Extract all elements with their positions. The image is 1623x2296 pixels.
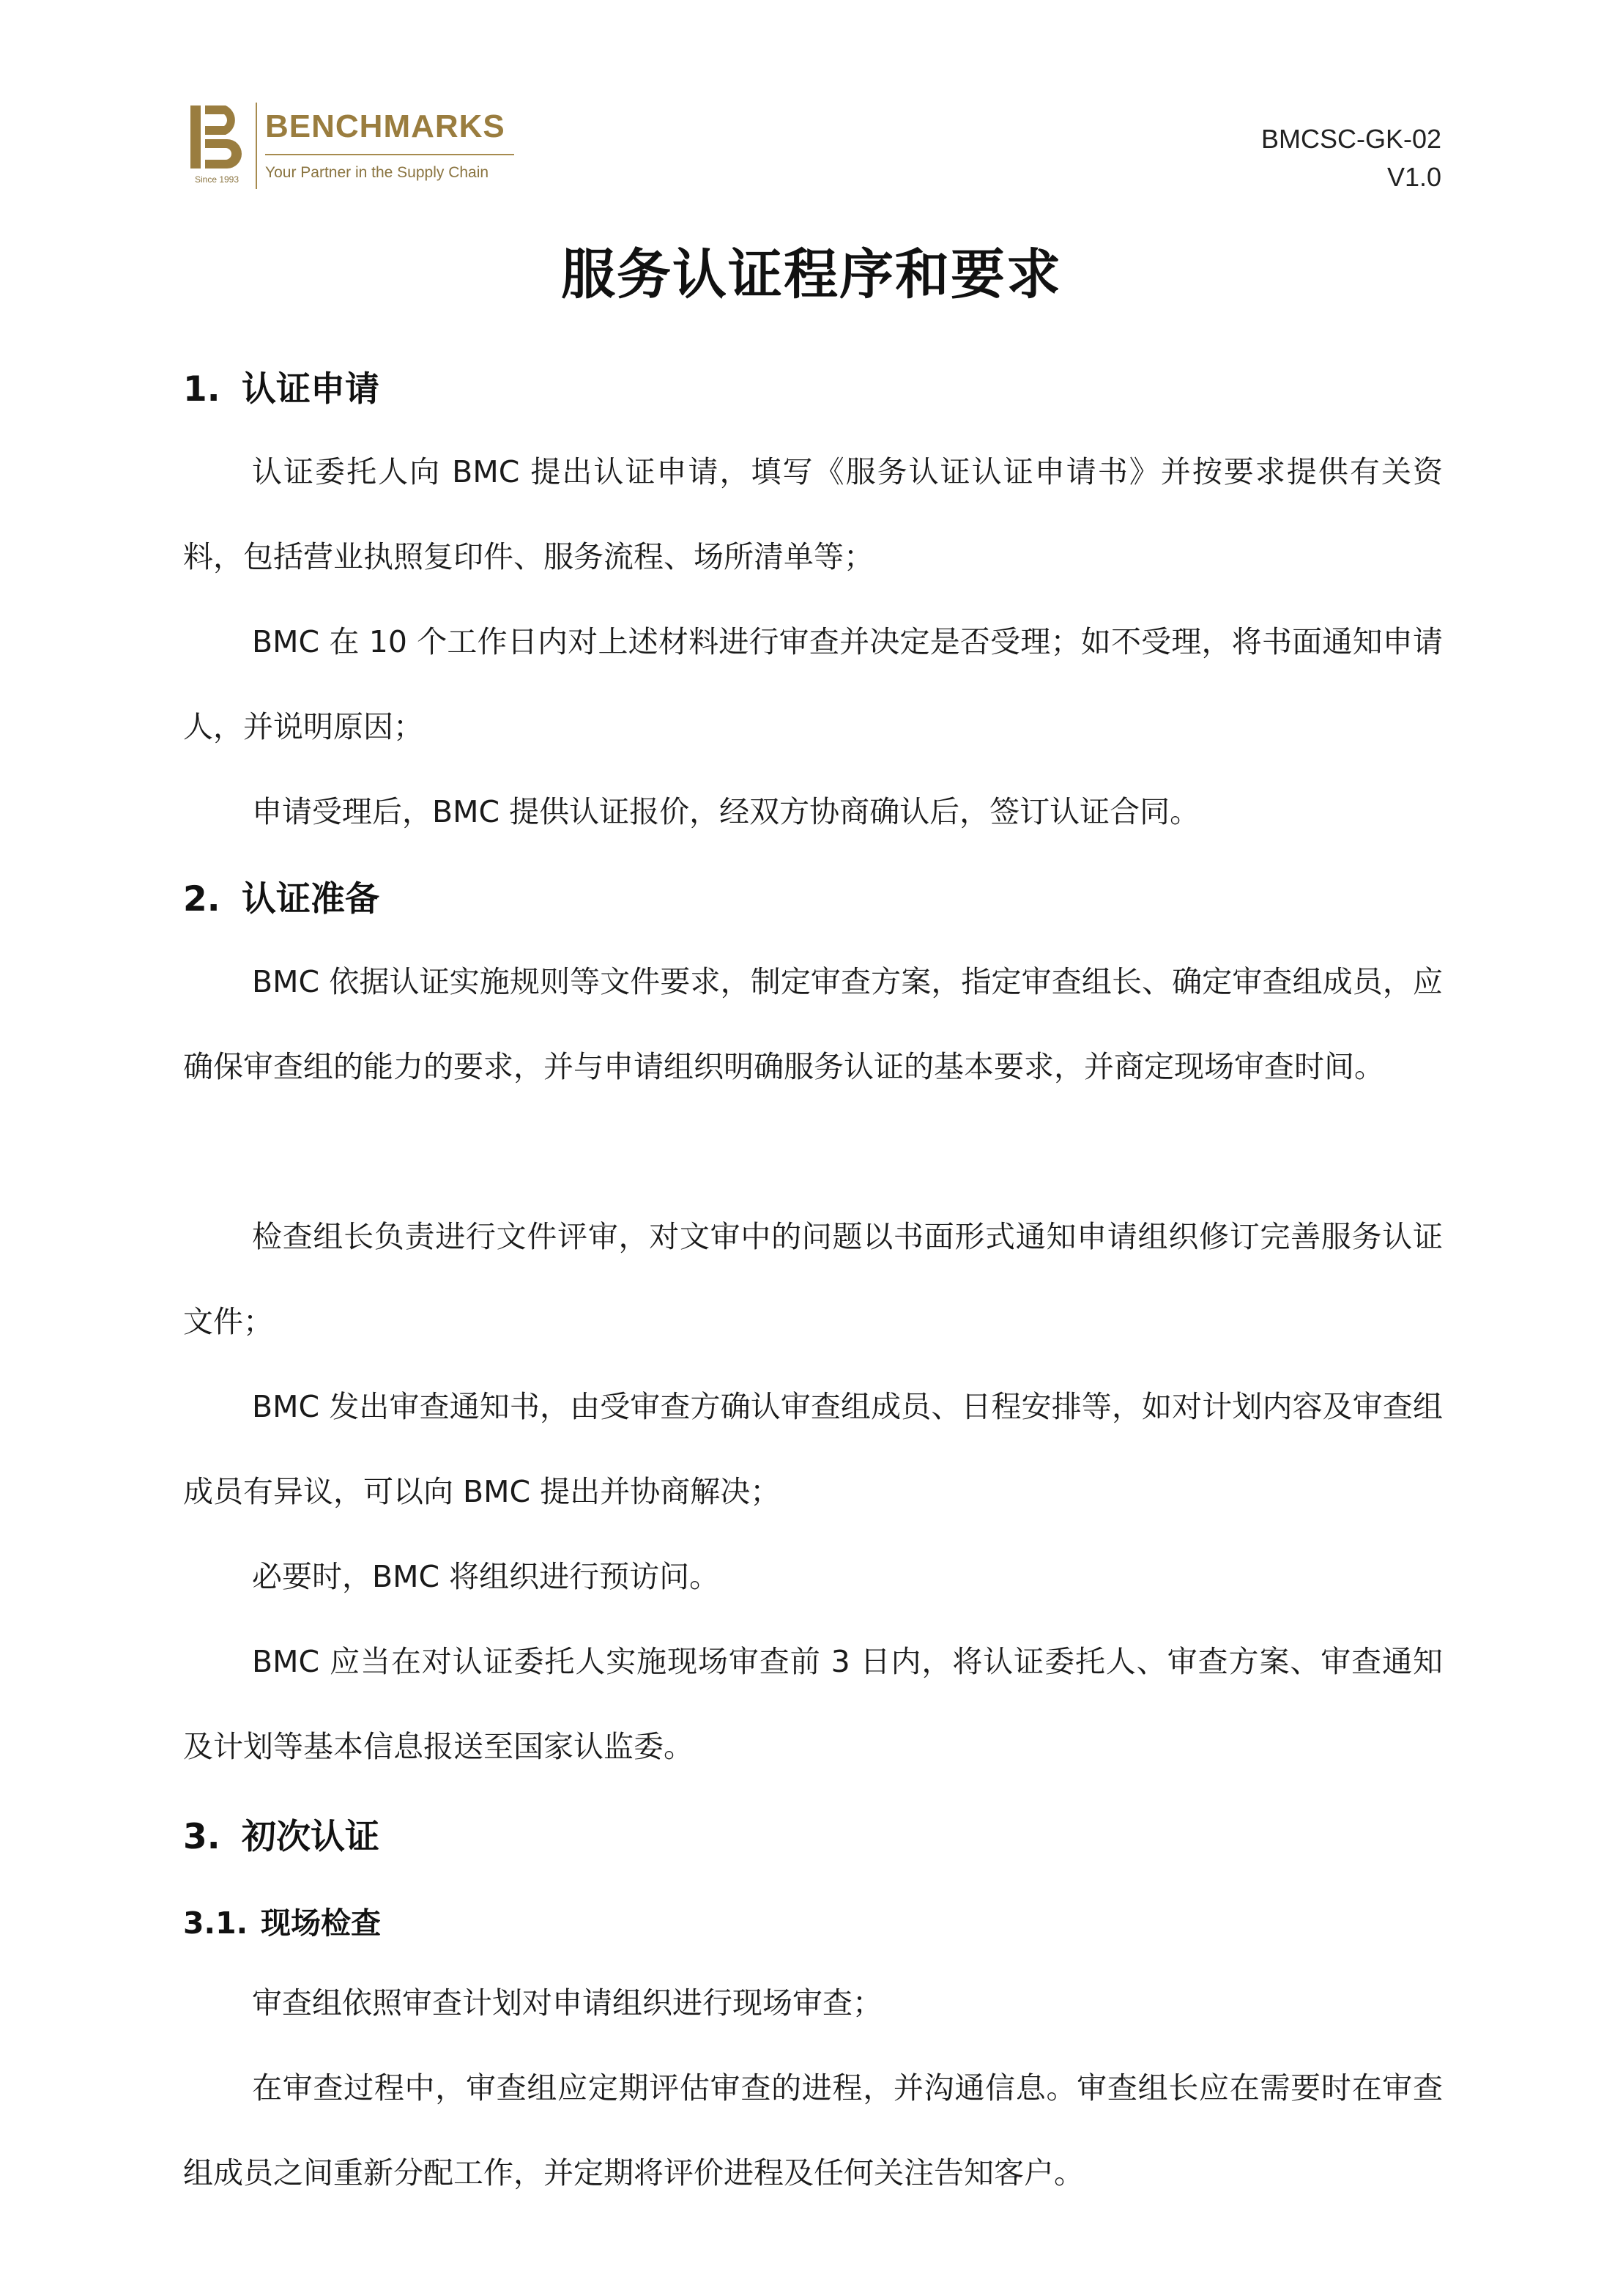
- logo-divider: [256, 103, 257, 189]
- paragraph: 审查组依照审查计划对申请组织进行现场审查；: [252, 1985, 883, 2021]
- subsection-heading-3-1: [183, 1899, 381, 1942]
- document-version: V1.0: [1386, 162, 1441, 192]
- paragraph: BMC 依据认证实施规则等文件要求，制定审查方案，指定审查组长、确定审查组成员，应确保审查组的能力的要求，并与申请组织明确服务认证的基本要求，并商定现场审查时间。: [183, 964, 1443, 1084]
- section-heading-3: [183, 1810, 379, 1859]
- logo-since-text: Since 1993: [194, 174, 239, 185]
- paragraph: 在审查过程中，审查组应定期评估审查的进程，并沟通信息。审查组长应在需要时在审查组成员之间重新分配工作，并定期将评价进程及任何关注告知客户。: [183, 2070, 1443, 2191]
- section-title: 认证申请: [242, 369, 379, 410]
- section-title: 认证准备: [242, 879, 379, 919]
- section-heading-2: [183, 872, 379, 921]
- subsection-title: 现场检查: [261, 1906, 381, 1941]
- paragraph: BMC 发出审查通知书，由受审查方确认审查组成员、日程安排等，如对计划内容及审查组成员有异议，可以向 BMC 提出并协商解决；: [183, 1389, 1443, 1509]
- paragraph: BMC 在 10 个工作日内对上述材料进行审查并决定是否受理；如不受理，将书面通知申请人，并说明原因；: [183, 624, 1443, 744]
- paragraph: 申请受理后，BMC 提供认证报价，经双方协商确认后，签订认证合同。: [252, 794, 1200, 829]
- subsection-number: 3.1.: [183, 1906, 248, 1941]
- section-title: 初次认证: [242, 1817, 379, 1857]
- section-number: 3.: [183, 1817, 220, 1857]
- paragraph: 认证委托人向 BMC 提出认证申请，填写《服务认证认证申请书》并按要求提供有关资料，包括营业执照复印件、服务流程、场所清单等；: [183, 454, 1443, 574]
- section-heading-1: [183, 362, 379, 411]
- section-number: 2.: [183, 879, 220, 919]
- paragraph: 检查组长负责进行文件评审，对文审中的问题以书面形式通知申请组织修订完善服务认证文件；: [183, 1219, 1443, 1339]
- page-title: 服务认证程序和要求: [561, 243, 1062, 306]
- section-number: 1.: [183, 369, 220, 410]
- document-code-block: [1261, 120, 1441, 196]
- logo-brand-name: BENCHMARKS: [265, 108, 505, 144]
- paragraph: 必要时，BMC 将组织进行预访问。: [252, 1559, 720, 1594]
- logo-rule: [265, 154, 514, 155]
- document-code: BMCSC-GK-02: [1260, 124, 1441, 154]
- logo-tagline: Your Partner in the Supply Chain: [265, 164, 489, 181]
- paragraph: BMC 应当在对认证委托人实施现场审查前 3 日内，将认证委托人、审查方案、审查通知及计划等基本信息报送至国家认监委。: [183, 1644, 1443, 1764]
- company-logo: [187, 103, 524, 190]
- benchmarks-logo-mark-icon: [187, 105, 246, 169]
